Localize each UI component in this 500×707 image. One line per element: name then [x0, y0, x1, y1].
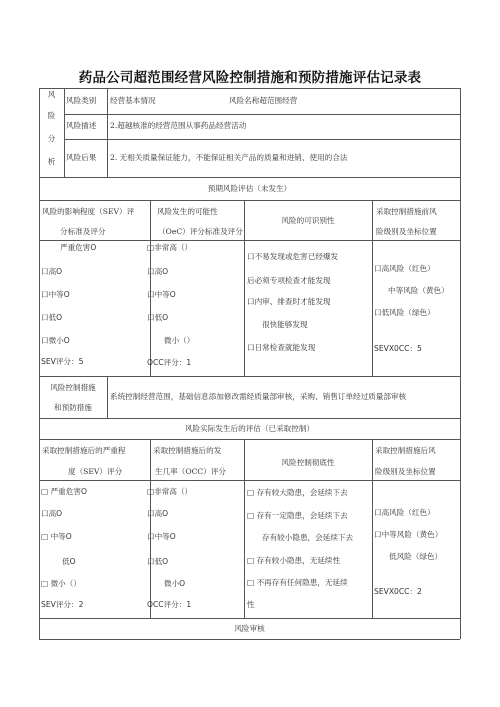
post-occ-score: OCC评分：1 — [147, 600, 192, 609]
page-title: 药品公司超范围经营风险控制措施和预防措施评估记录表 — [78, 70, 422, 86]
table-rule — [372, 200, 373, 376]
post-occ-option: 微小O — [164, 579, 186, 588]
post-level-header: 采取控制措施后风 — [375, 446, 436, 455]
pre-level-score: SEVX0CC：5 — [374, 344, 422, 353]
post-det-option: 存有较小隐患，会延续下去 — [262, 533, 354, 542]
post-det-option: □ 存有一定隐患，会延续下去 — [247, 511, 348, 520]
table-rule — [64, 139, 460, 140]
post-level-score: SEVX0CC：2 — [374, 587, 422, 596]
pre-sev-option: 严重危害O — [60, 243, 97, 252]
post-sev-option: □ 严重危害O — [41, 487, 87, 496]
post-level-option: 低风险（绿色） — [389, 552, 443, 561]
pre-level-option: 口低风险（绿色） — [374, 308, 435, 317]
risk-consequence-value: 2. 无相关质量保证能力，不能保证相关产品的质量和进销、使用的合法 — [110, 153, 348, 162]
measures-value: 系统控制经营范围，基础信息添加修改需经质量部审核，采购、销售订单经过质量部审核 — [110, 392, 407, 401]
post-sev-option: □ 中等O — [41, 532, 72, 541]
pre-det-option: 很快能够发现 — [262, 320, 308, 329]
post-occ-header: 生几率（OCC）评分 — [155, 467, 227, 476]
post-sev-option: 口高O — [41, 509, 63, 518]
post-det-header: 风险控制彻底性 — [281, 458, 335, 467]
table-rule — [150, 200, 151, 376]
measures-label: 和预防措施 — [54, 403, 92, 412]
risk-description-label: 风险描述 — [66, 121, 97, 130]
pre-level-option: 口高风险（红色） — [374, 264, 435, 273]
post-level-option: 口高风险（红色） — [374, 508, 435, 517]
analysis-side-label: 风 — [47, 90, 56, 99]
measures-label: 风险控制措施 — [50, 383, 96, 392]
analysis-side-label: 险 — [47, 111, 56, 120]
pre-det-option: 口不易发现或危害已经爆发 — [247, 252, 339, 261]
pre-occ-score: OCC评分：1 — [147, 358, 192, 367]
post-det-option: □ 存有较大隐患，会延续下去 — [247, 488, 348, 497]
post-sev-header: 度（SEV）评分 — [68, 467, 123, 476]
post-det-option: □ 存有较小隐患，无延续性 — [247, 556, 341, 565]
pre-sev-score: SEV评分：5 — [41, 357, 84, 366]
table-rule — [39, 240, 460, 241]
pre-occ-option: 口低O — [147, 313, 169, 322]
analysis-side-label: 析 — [47, 157, 56, 166]
post-occ-option: □非常高（） — [147, 487, 193, 496]
pre-det-option: 口日常检查就能发现 — [247, 343, 316, 352]
risk-consequence-label: 风险后果 — [66, 153, 97, 162]
table-rule — [39, 88, 460, 89]
table-rule — [39, 439, 460, 440]
pre-occ-option: □非常高（） — [147, 243, 193, 252]
table-rule — [244, 200, 245, 376]
table-rule — [39, 480, 460, 481]
pre-sev-option: 口低O — [41, 313, 63, 322]
post-section-title: 风险实际发生后的评估（已采取控制） — [184, 424, 315, 433]
pre-occ-header: 风险发生的可能性 — [157, 207, 218, 216]
pre-section-title: 预期风险评估（未发生） — [207, 184, 292, 193]
post-sev-option: 低O — [62, 557, 76, 566]
post-det-option: □ 不再存有任何隐患，无延续 — [247, 578, 348, 587]
pre-det-option: 后必须专项检查才能发现 — [247, 276, 331, 285]
pre-level-header: 采取控制措施前风 — [376, 207, 437, 216]
pre-level-header: 险级别及坐标位置 — [376, 227, 437, 236]
post-level-option: 口中等风险（黄色） — [374, 530, 443, 539]
pre-level-option: 中等风险（黄色） — [388, 286, 449, 295]
table-rule — [64, 114, 460, 115]
risk-description-value: 2.超越核准的经营范围从事药品经营活动 — [110, 121, 247, 130]
review-section-title: 风险审核 — [234, 624, 265, 633]
post-sev-option: □ 微小（） — [41, 579, 81, 588]
pre-det-header: 风险的可识别性 — [281, 216, 335, 225]
pre-occ-header: （OeC）评分标准及评分 — [158, 227, 243, 236]
risk-name-label: 风险名称超范围经营 — [229, 96, 298, 105]
pre-det-option: 口内审、排查时才能发现 — [247, 297, 331, 306]
pre-sev-option: 口高O — [41, 267, 63, 276]
post-occ-option: 口低O — [147, 557, 169, 566]
pre-occ-option: 微小（） — [164, 336, 195, 345]
post-occ-header: 采取控制措施后的发 — [153, 446, 222, 455]
pre-occ-option: 口中等O — [147, 290, 176, 299]
risk-category-label: 风险类别 — [66, 96, 97, 105]
post-occ-option: 口高O — [147, 509, 169, 518]
post-occ-option: 口中等O — [147, 532, 176, 541]
table-rule — [150, 439, 151, 618]
post-det-option: 性 — [247, 600, 255, 609]
table-rule — [39, 418, 460, 419]
table-rule — [39, 88, 40, 639]
table-rule — [39, 376, 460, 377]
pre-sev-header: 分标准及评分 — [60, 227, 106, 236]
table-rule — [64, 88, 65, 177]
post-sev-score: SEV评分：2 — [41, 600, 84, 609]
table-rule — [39, 177, 460, 178]
table-rule — [107, 88, 108, 177]
post-level-header: 险级别及坐标位置 — [375, 467, 436, 476]
pre-sev-option: 口中等O — [41, 290, 70, 299]
pre-sev-option: 口微小O — [41, 336, 70, 345]
risk-category-value: 经营基本情况 — [110, 96, 156, 105]
pre-occ-option: 口高O — [147, 267, 169, 276]
analysis-side-label: 分 — [47, 134, 56, 143]
table-rule — [372, 439, 373, 618]
post-sev-header: 采取控制措施后的严重程 — [42, 446, 126, 455]
pre-sev-header: 风险的影响程度（SEV）评 — [42, 207, 135, 216]
table-rule — [460, 88, 461, 639]
table-rule — [107, 376, 108, 418]
table-rule — [39, 618, 460, 619]
table-rule — [39, 200, 460, 201]
table-rule — [39, 639, 460, 640]
